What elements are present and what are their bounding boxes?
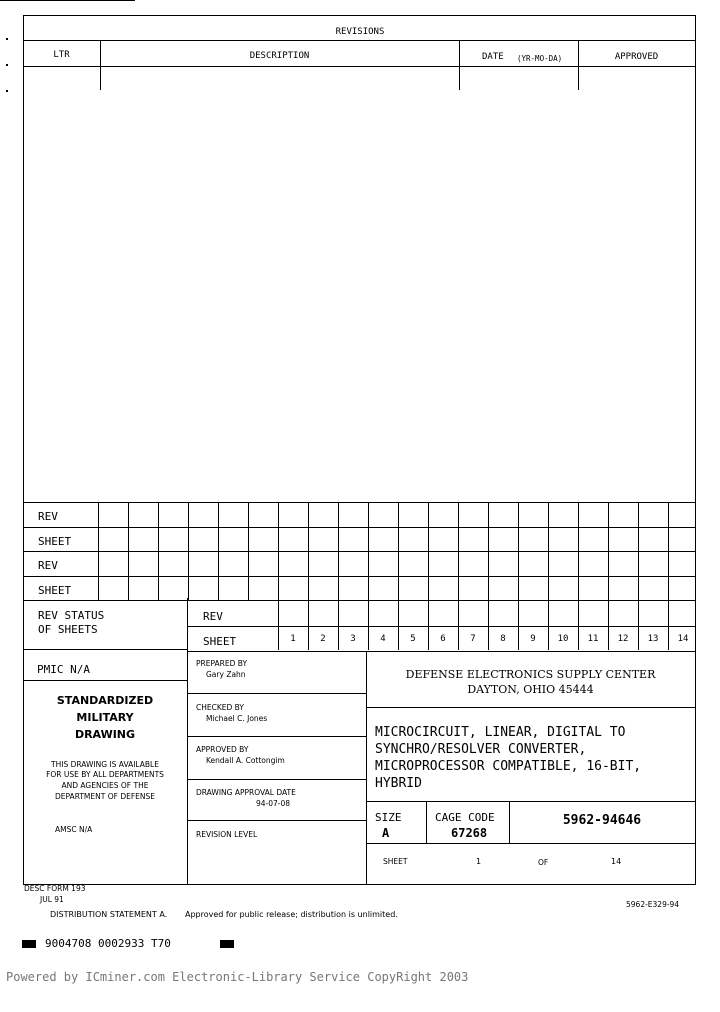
drawing-frame [23, 15, 696, 885]
approval-date-label: DRAWING APPROVAL DATE [196, 788, 296, 797]
sheet-number-3: 3 [350, 634, 356, 644]
prepared-by-label: PREPARED BY [196, 659, 248, 668]
col-date-format: (YR-MO-DA) [517, 54, 563, 63]
rev-status-label-2: OF SHEETS [38, 623, 98, 636]
cage-code-label: CAGE CODE [435, 811, 495, 824]
top-edge-mark [0, 0, 135, 1]
sheet-number-4: 4 [380, 634, 386, 644]
grid-col-line [128, 502, 129, 600]
barcode-mark-left [22, 940, 36, 948]
approved-by-name: Kendall A. Cottongim [206, 756, 285, 765]
margin-dot [6, 90, 8, 92]
powered-by-notice: Powered by ICminer.com Electronic-Library Service CopyRight 2003 [6, 970, 469, 984]
availability-line3: AND AGENCIES OF THE [61, 781, 149, 790]
sheet-number-6: 6 [440, 634, 446, 644]
sheet-number-13: 13 [647, 634, 659, 644]
grid-row-label: REV [38, 559, 58, 572]
sheet-number-9: 9 [530, 634, 536, 644]
col-approved: APPROVED [614, 52, 659, 62]
checked-by-label: CHECKED BY [196, 703, 244, 712]
sheet-number-5: 5 [410, 634, 416, 644]
grid-row-label: SHEET [38, 583, 72, 597]
status-sheet-label: SHEET [203, 635, 237, 648]
availability-line1: THIS DRAWING IS AVAILABLE [51, 760, 159, 769]
agency-line2: DAYTON, OHIO 45444 [467, 683, 594, 696]
margin-dot [6, 64, 8, 66]
grid-col-line [458, 502, 459, 600]
sheet-number-14: 14 [677, 634, 689, 644]
revisions-header-bottom [23, 66, 695, 67]
col-ltr: LTR [53, 50, 70, 60]
grid-col-line [98, 502, 99, 600]
revisions-divider [23, 40, 695, 41]
revision-level-label: REVISION LEVEL [196, 830, 258, 839]
approved-by-label: APPROVED BY [196, 745, 249, 754]
title-line2: SYNCHRO/RESOLVER CONVERTER, [375, 742, 587, 757]
grid-col-line [518, 502, 519, 600]
availability-line4: DEPARTMENT OF DEFENSE [55, 792, 155, 801]
grid-row-line [23, 502, 695, 503]
distribution-statement-label: DISTRIBUTION STATEMENT A. [50, 910, 168, 919]
grid-col-line [248, 502, 249, 600]
drawing-number: 5962-94646 [562, 813, 642, 828]
grid-col-line [398, 502, 399, 600]
sheet-number-8: 8 [500, 634, 506, 644]
sheet-number-7: 7 [470, 634, 476, 644]
grid-col-line [428, 502, 429, 600]
std-mil-line3: DRAWING [74, 728, 136, 741]
sheet-label: SHEET [383, 857, 408, 866]
grid-row-label: SHEET [38, 534, 72, 548]
grid-col-line [278, 502, 279, 600]
grid-col-line [188, 502, 189, 600]
col-date: DATE [482, 52, 504, 62]
col-description: DESCRIPTION [249, 51, 310, 61]
sheet-number-2: 2 [320, 634, 326, 644]
sheet-number-12: 12 [617, 634, 629, 644]
grid-row-line [23, 527, 695, 528]
grid-col-line [368, 502, 369, 600]
form-number: DESC FORM 193 [24, 884, 86, 893]
status-rev-label: REV [203, 610, 223, 623]
grid-row-label: REV [38, 510, 58, 523]
availability-line2: FOR USE BY ALL DEPARTMENTS [46, 770, 164, 779]
approval-date-value: 94-07-08 [256, 799, 291, 808]
grid-col-line [638, 502, 639, 600]
grid-row-line [23, 576, 695, 577]
grid-col-line [338, 502, 339, 600]
grid-col-line [488, 502, 489, 600]
sheet-total: 14 [611, 857, 622, 866]
std-mil-line2: MILITARY [76, 711, 134, 724]
barcode-text: 9004708 0002933 T70 [45, 937, 171, 950]
status-top [23, 600, 695, 601]
status-mid [187, 626, 695, 627]
grid-row-line [23, 551, 695, 552]
grid-col-line [158, 502, 159, 600]
form-date: JUL 91 [40, 895, 64, 904]
document-code: 5962-E329-94 [626, 900, 680, 909]
sheet-number: 1 [476, 857, 482, 866]
margin-dot [6, 38, 8, 40]
grid-col-line [548, 502, 549, 600]
grid-col-line [218, 502, 219, 600]
title-line3: MICROPROCESSOR COMPATIBLE, 16-BIT, [375, 759, 642, 774]
pmic-label: PMIC N/A [37, 663, 90, 676]
distribution-statement-text: Approved for public release; distribution is unlimited. [185, 910, 398, 919]
title-line4: HYBRID [375, 776, 422, 791]
std-mil-line1: STANDARDIZED [56, 694, 154, 707]
grid-col-line [668, 502, 669, 600]
sheet-number-11: 11 [587, 634, 599, 644]
size-value: A [382, 826, 390, 840]
barcode-mark-right [220, 940, 234, 948]
grid-col-line [578, 502, 579, 600]
revisions-title: REVISIONS [335, 27, 385, 37]
grid-col-line [308, 502, 309, 600]
sheet-of-label: OF [538, 858, 549, 867]
agency-line1: DEFENSE ELECTRONICS SUPPLY CENTER [405, 668, 656, 681]
amsc-label: AMSC N/A [55, 825, 93, 834]
prepared-by-name: Gary Zahn [206, 670, 246, 679]
sheet-number-10: 10 [557, 634, 569, 644]
sheet-number-1: 1 [290, 634, 296, 644]
rev-status-label: REV STATUS [38, 609, 105, 622]
cage-code-value: 67268 [451, 826, 488, 840]
grid-col-line [608, 502, 609, 600]
checked-by-name: Michael C. Jones [206, 714, 268, 723]
size-label: SIZE [375, 811, 402, 824]
title-line1: MICROCIRCUIT, LINEAR, DIGITAL TO [375, 725, 626, 740]
